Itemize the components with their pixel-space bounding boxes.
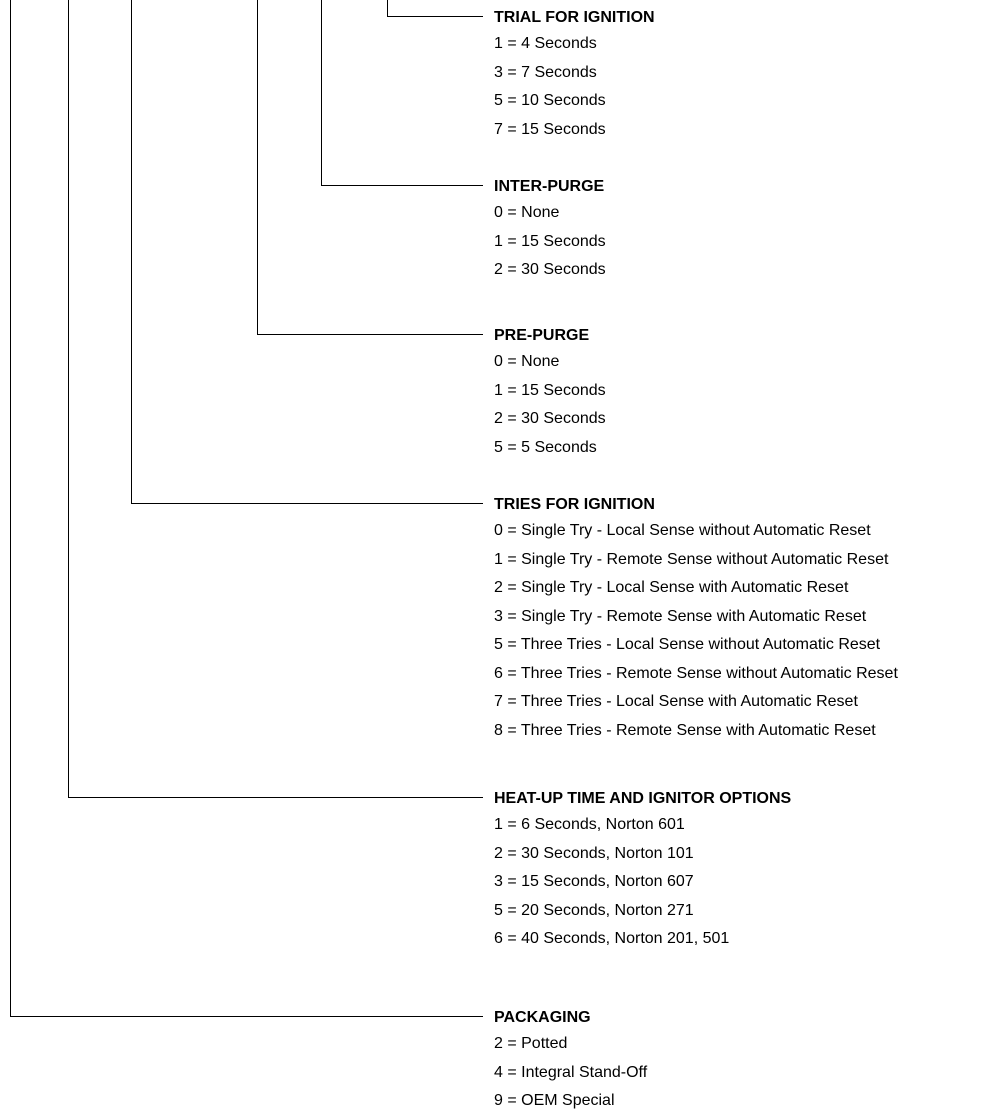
option-item: 7 = Three Tries - Local Sense with Automatic Reset [494,693,858,710]
option-item: 5 = Three Tries - Local Sense without Automatic Reset [494,636,881,653]
section-heading: TRIAL FOR IGNITION [494,9,655,26]
option-item: 2 = Potted [494,1035,568,1052]
option-item: 3 = Single Try - Remote Sense with Automatic Reset [494,607,867,625]
option-item: 5 = 10 Seconds [494,92,606,109]
section-tries-for-ignition [494,493,898,745]
option-item: 4 = Integral Stand-Off [494,1063,648,1081]
connector-packaging [11,0,484,1017]
option-item: 1 = 15 Seconds [494,232,606,250]
section-heading: TRIES FOR IGNITION [494,496,655,513]
option-item: 8 = Three Tries - Remote Sense with Automatic Reset [494,721,876,739]
option-list [494,348,606,462]
option-item: 1 = 4 Seconds [494,35,597,52]
option-item: 2 = 30 Seconds [494,410,606,427]
option-item: 3 = 15 Seconds, Norton 607 [494,873,694,890]
section-pre-purge [494,324,606,462]
section-heat-up-time-and-ignitor-options [494,787,791,954]
option-item: 5 = 20 Seconds, Norton 271 [494,901,694,919]
option-item: 5 = 5 Seconds [494,438,597,456]
option-list [494,811,791,954]
option-item: 1 = 6 Seconds, Norton 601 [494,816,685,833]
connector-trial-for-ignition [388,0,484,17]
option-item: 3 = 7 Seconds [494,63,597,81]
section-trial-for-ignition [494,6,655,144]
section-heading: HEAT-UP TIME AND IGNITOR OPTIONS [494,790,792,807]
connector-tries-for-ignition [132,0,484,504]
option-item: 0 = None [494,353,560,370]
option-item: 1 = 15 Seconds [494,381,606,399]
option-item: 2 = 30 Seconds [494,261,606,278]
connector-inter-purge [322,0,484,186]
option-item: 1 = Single Try - Remote Sense without Automatic Reset [494,550,889,568]
section-packaging [494,1006,647,1116]
option-list [494,1030,647,1116]
connector-pre-purge [258,0,484,335]
option-list [494,517,898,745]
option-item: 0 = None [494,204,560,221]
section-heading: PACKAGING [494,1009,591,1026]
option-item: 7 = 15 Seconds [494,120,606,138]
option-item: 2 = Single Try - Local Sense with Automatic Reset [494,579,849,596]
section-inter-purge [494,175,606,285]
option-item: 9 = OEM Special [494,1092,615,1109]
connector-heat-up-time [69,0,484,798]
option-item: 0 = Single Try - Local Sense without Automatic Reset [494,522,871,539]
option-item: 6 = Three Tries - Remote Sense without Automatic Reset [494,664,898,682]
option-item: 6 = 40 Seconds, Norton 201, 501 [494,930,730,947]
option-item: 2 = 30 Seconds, Norton 101 [494,844,694,862]
section-heading: INTER-PURGE [494,178,605,195]
option-list [494,30,655,144]
option-list [494,199,606,285]
section-heading: PRE-PURGE [494,327,590,344]
